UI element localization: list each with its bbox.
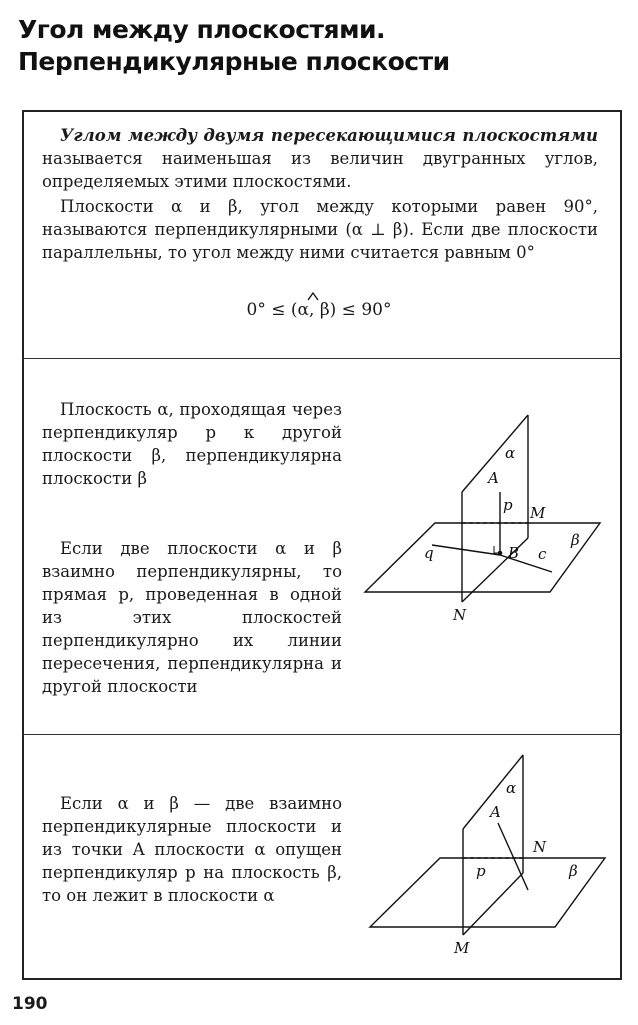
definition-paragraph bbox=[42, 124, 598, 193]
section-divider-2 bbox=[22, 734, 622, 735]
label-alpha-2: α bbox=[506, 779, 517, 797]
label-M-2: M bbox=[454, 939, 470, 957]
label-N-2: N bbox=[533, 838, 547, 856]
figure-perpendicular-planes-2 bbox=[360, 745, 610, 965]
definition-text: называется наименьшая из величин двугранных углов, определяемых этими плоскостями. bbox=[42, 149, 598, 191]
label-A: A bbox=[488, 469, 499, 487]
angle-range-formula: 0° ≤ (α, β) ≤ 90° bbox=[246, 300, 392, 320]
label-M: M bbox=[530, 504, 546, 522]
intersection-line-2 bbox=[463, 873, 523, 935]
theorem-perpendicular-lies-in-plane: Если α и β — две взаимно перпендикулярные плоскости и из точки A плоскости α опущен перпендикуляр p на плоскость β, то он лежит в плоскости α bbox=[42, 794, 342, 905]
label-beta: β bbox=[571, 531, 580, 549]
line-q bbox=[432, 545, 500, 555]
page-title bbox=[18, 14, 450, 78]
definition-term: Углом между двумя пересекающимися плоскостями bbox=[60, 126, 598, 145]
label-p: p bbox=[503, 496, 513, 514]
label-q: q bbox=[424, 544, 434, 562]
title-line-1: Угол между плоскостями. bbox=[18, 15, 386, 44]
perpendicular-definition-paragraph: Плоскости α и β, угол между которыми равен 90°, называются перпендикулярными (α ⊥ β). Если две плоскости параллельны, то угол между ними считается равным 0° bbox=[42, 197, 598, 262]
label-B: B bbox=[508, 544, 520, 562]
page-number: 190 bbox=[12, 994, 48, 1014]
title-line-2: Перпендикулярные плоскости bbox=[18, 47, 450, 76]
angle-hat-mark bbox=[306, 291, 320, 301]
label-N: N bbox=[453, 606, 467, 624]
theorem-perpendicular-plane: Плоскость α, проходящая через перпендикуляр p к другой плоскости β, перпендикулярна плоскости β bbox=[42, 400, 342, 488]
section-divider-1 bbox=[22, 358, 622, 359]
theorem-perpendicular-line: Если две плоскости α и β взаимно перпендикулярны, то прямая p, проведенная в одной из этих плоскостей перпендикулярно их линии пересечения, перпендикулярна и другой плоскости bbox=[42, 539, 342, 696]
label-c: c bbox=[538, 545, 547, 563]
label-A-2: A bbox=[490, 803, 501, 821]
label-beta-2: β bbox=[569, 862, 578, 880]
label-p-2: p bbox=[476, 862, 486, 880]
figure-perpendicular-planes-1 bbox=[360, 410, 610, 630]
label-alpha: α bbox=[505, 444, 516, 462]
